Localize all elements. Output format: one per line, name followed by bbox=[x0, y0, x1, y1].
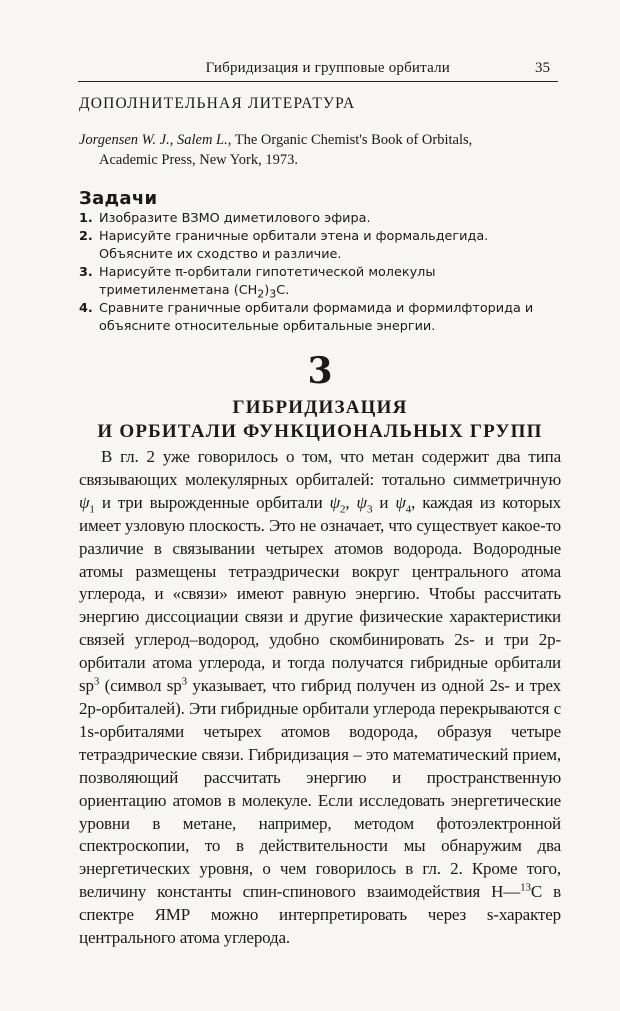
tasks-list bbox=[79, 210, 561, 336]
paragraph bbox=[79, 446, 561, 950]
subscript: 1 bbox=[89, 503, 95, 516]
header-rule bbox=[78, 81, 558, 82]
task-number: 3. bbox=[79, 265, 93, 280]
further-reading-heading: ДОПОЛНИТЕЛЬНАЯ ЛИТЕРАТУРА bbox=[79, 95, 356, 112]
subscript: 2 bbox=[340, 503, 346, 516]
task-text: Сравните граничные орбитали формамида и формилфторида и объясните относительные орбитальные энергии. bbox=[99, 301, 534, 334]
task-item bbox=[79, 210, 561, 228]
text-run: , каждая из которых имеет узловую плоскость. Это не означает, что существует какое-то различие в связывании четырех атомов водорода. Водородные атомы размещены тетраэдрически вокруг центрального атома углерода, и «связи» имеют равную энергию. Чтобы рассчитать энергию диссоциации связи и другие физические характеристики связей углерод–водород, удобно скомбинировать 2s- и три 2p-орбитали атома углерода, и тогда получатся гибридные орбитали sp bbox=[79, 492, 561, 696]
chapter-title bbox=[79, 396, 561, 444]
task-text-cont: ) bbox=[264, 283, 270, 298]
psi-symbol: ψ bbox=[356, 492, 367, 512]
task-item bbox=[79, 300, 561, 336]
psi-symbol: ψ bbox=[395, 492, 406, 512]
task-text: Нарисуйте π-орбитали гипотетической молекулы триметиленметана (CH bbox=[99, 265, 436, 298]
superscript: 3 bbox=[181, 675, 187, 688]
text-run: и bbox=[372, 492, 396, 512]
text-run: указывает, что гибрид получен из одной 2s- и трех 2p-орбиталей). Эти гибридные орбитали углерода перекрываются с 1s-орбиталями четырех атомов водорода, образуя четыре тетраэдрические связи. Гибридизация – это математический прием, позволяющий рассчитать энергию и пространственную ориентацию атомов в молекуле. Если исследовать энергетические уровни в метане, например, методом фотоэлектронной спектроскопии, то в действительности мы обнаружим два энергетических уровня, о чем говорилось в гл. 2. Кроме того, величину константы спин-спинового взаимодействия H— bbox=[79, 676, 561, 902]
running-head bbox=[78, 60, 558, 80]
subscript: 3 bbox=[269, 287, 277, 301]
subscript: 4 bbox=[405, 503, 412, 516]
page-number: 35 bbox=[535, 60, 550, 76]
reference-authors: Jorgensen W. J., Salem L., bbox=[79, 132, 232, 148]
psi-symbol: ψ bbox=[79, 492, 90, 512]
task-text: Нарисуйте граничные орбитали этена и формальдегида. Объясните их сходство и различие. bbox=[99, 229, 489, 262]
task-number: 1. bbox=[79, 211, 93, 226]
text-run: , bbox=[345, 492, 357, 512]
task-text: Изобразите ВЗМО диметилового эфира. bbox=[99, 211, 371, 226]
superscript: 3 bbox=[93, 675, 100, 688]
body-paragraph bbox=[79, 446, 561, 950]
chapter-title-line2: И ОРБИТАЛИ ФУНКЦИОНАЛЬНЫХ ГРУПП bbox=[97, 421, 543, 442]
text-run: и три вырожденные орбитали bbox=[94, 492, 330, 512]
text-run: В гл. 2 уже говорилось о том, что метан содержит два типа связывающих молекулярных орбиталей: тотально симметричную bbox=[79, 447, 561, 489]
text-run: (символ sp bbox=[99, 676, 182, 696]
psi-symbol: ψ bbox=[329, 492, 341, 512]
reference-entry bbox=[79, 130, 561, 170]
running-title: Гибридизация и групповые орбитали bbox=[205, 60, 450, 76]
task-number: 2. bbox=[79, 229, 93, 244]
superscript: 13 bbox=[520, 881, 531, 894]
reference-title: The Organic Chemist's Book of Orbitals, bbox=[231, 132, 473, 148]
chapter-title-line1: ГИБРИДИЗАЦИЯ bbox=[232, 397, 408, 418]
chapter-number: 3 bbox=[307, 350, 333, 392]
text-run: C в спектре ЯМР можно интерпретировать через s-характер центрального атома углерода. bbox=[79, 882, 561, 948]
subscript: 3 bbox=[366, 503, 373, 516]
subscript: 2 bbox=[257, 287, 265, 301]
task-item bbox=[79, 264, 561, 300]
reference-publisher: Academic Press, New York, 1973. bbox=[99, 152, 298, 168]
task-text-end: C. bbox=[276, 283, 290, 298]
task-number: 4. bbox=[79, 301, 93, 316]
task-item bbox=[79, 228, 561, 264]
tasks-heading: Задачи bbox=[79, 188, 158, 209]
